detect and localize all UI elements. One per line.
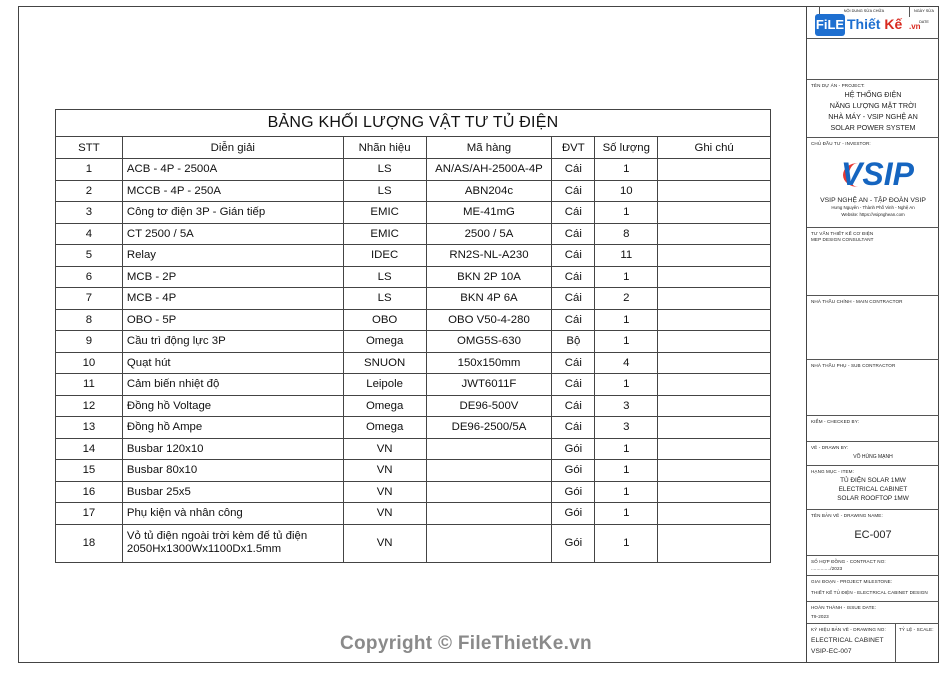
cell-note [658,395,771,417]
cell-unit: Cái [552,374,595,396]
logo-area [807,38,939,80]
cell-note [658,223,771,245]
cell-description: MCB - 2P [122,266,343,288]
cell-description: Busbar 25x5 [122,481,343,503]
filethietke-logo [815,14,933,38]
cell-note [658,288,771,310]
investor-label: CHỦ ĐẦU TƯ - INVESTOR: [811,141,871,146]
cell-description: OBO - 5P [122,309,343,331]
header-description: Diễn giải [122,137,343,159]
cell-note [658,245,771,267]
cell-brand: LS [343,159,426,181]
cell-code: ME-41mG [426,202,552,224]
cell-note [658,460,771,482]
milestone-label: GIAI ĐOẠN - PROJECT MILESTONE: [811,579,893,584]
cell-description: Busbar 80x10 [122,460,343,482]
table-row [56,180,771,202]
cell-note [658,180,771,202]
revision-content-header: NỘI DUNG SỬA CHỮA [819,6,910,17]
cell-code: BKN 2P 10A [426,266,552,288]
main-contractor-label: NHÀ THẦU CHÍNH - MAIN CONTRACTOR [811,299,903,304]
cell-quantity: 1 [595,331,658,353]
cell-note [658,374,771,396]
cell-brand: LS [343,180,426,202]
cell-brand: OBO [343,309,426,331]
table-row [56,266,771,288]
file-logo-text: Thiết Kế [847,16,903,32]
cell-description: Cảm biến nhiệt độ [122,374,343,396]
issue-date-label: HOÀN THÀNH - ISSUE DATE: [811,605,877,610]
issue-date-box [807,602,939,624]
table-row [56,417,771,439]
table-row [56,481,771,503]
item-line-1: TỦ ĐIỆN SOLAR 1MW [840,477,906,484]
cell-stt: 8 [56,309,123,331]
header-code: Mã hàng [426,137,552,159]
investor-website: Website: https://vsipnghean.com [841,212,905,217]
vsip-logo [841,157,917,191]
cell-unit: Gói [552,481,595,503]
cell-stt: 9 [56,331,123,353]
table-row [56,245,771,267]
cell-stt: 16 [56,481,123,503]
cell-unit: Cái [552,266,595,288]
cell-description: MCB - 4P [122,288,343,310]
cell-code: AN/AS/AH-2500A-4P [426,159,552,181]
cell-quantity: 1 [595,503,658,525]
cell-description: Đồng hồ Voltage [122,395,343,417]
cell-stt: 18 [56,524,123,562]
material-table [55,109,771,563]
cell-note [658,309,771,331]
drawn-label: VẼ - DRAWN BY: [811,445,849,450]
revision-date-header: NGÀY SỬA DATE [913,9,935,24]
cell-stt: 15 [56,460,123,482]
issue-date-value: T9-2023 [811,614,829,619]
drawing-no-line-2: VSIP-EC-007 [811,648,852,655]
contract-label: SỐ HỢP ĐỒNG - CONTRACT NO: [811,559,886,564]
cell-brand: VN [343,503,426,525]
item-line-2: ELECTRICAL CABINET [838,486,908,493]
cell-stt: 7 [56,288,123,310]
header-note: Ghi chú [658,137,771,159]
cell-note [658,159,771,181]
cell-quantity: 1 [595,481,658,503]
drawing-no-line-1: ELECTRICAL CABINET [811,637,884,644]
cell-brand: VN [343,481,426,503]
cell-unit: Cái [552,288,595,310]
cell-note [658,331,771,353]
cell-unit: Gói [552,503,595,525]
cell-quantity: 1 [595,460,658,482]
cell-unit: Gói [552,438,595,460]
investor-name: VSIP NGHỆ AN - TẬP ĐOÀN VSIP [820,197,926,204]
project-line-2: NĂNG LƯỢNG MẶT TRỜI [829,101,917,110]
description-line-1: Vỏ tủ điện ngoài trời kèm đế tủ điện [126,530,308,542]
cell-unit: Cái [552,395,595,417]
cell-quantity: 10 [595,180,658,202]
consultant-sublabel: MEP DESIGN CONSULTANT [811,237,874,242]
scale-label: TỶ LỆ - SCALE: [899,627,934,632]
cell-stt: 11 [56,374,123,396]
cell-code: ABN204c [426,180,552,202]
cell-stt: 2 [56,180,123,202]
cell-quantity: 1 [595,266,658,288]
project-label: TÊN DỰ ÁN - PROJECT: [811,83,865,88]
cell-brand: Omega [343,395,426,417]
table-row [56,352,771,374]
cell-unit: Cái [552,309,595,331]
cell-code [426,481,552,503]
cell-stt: 13 [56,417,123,439]
table-row [56,331,771,353]
cell-quantity: 1 [595,524,658,562]
cell-stt: 6 [56,266,123,288]
cell-description: Công tơ điện 3P - Gián tiếp [122,202,343,224]
cell-code: DE96-2500/5A [426,417,552,439]
checked-box [807,416,939,442]
cell-note [658,524,771,562]
drawing-name-label: TÊN BẢN VẼ - DRAWING NAME: [811,513,883,518]
cell-brand: EMIC [343,223,426,245]
cell-unit: Cái [552,223,595,245]
cell-code: OBO V50-4-280 [426,309,552,331]
cell-note [658,202,771,224]
cell-code [426,503,552,525]
cell-stt: 17 [56,503,123,525]
table-row [56,524,771,562]
cell-description: Relay [122,245,343,267]
cell-code: 150x150mm [426,352,552,374]
table-row [56,159,771,181]
file-logo-mark: FiLE [815,14,845,36]
cell-description: Quạt hút [122,352,343,374]
drawing-name-box [807,510,939,556]
cell-brand: Omega [343,331,426,353]
table-row [56,503,771,525]
copyright-watermark: Copyright © FileThietKe.vn [340,633,592,654]
cell-unit: Cái [552,180,595,202]
description-line-2: 2050Hx1300Wx1100Dx1.5mm [126,543,282,555]
cell-brand: VN [343,438,426,460]
cell-quantity: 1 [595,374,658,396]
cell-note [658,438,771,460]
file-logo-domain: .vn [909,22,921,31]
drawing-no-label: KÝ HIỆU BẢN VẼ - DRAWING NO: [811,627,886,632]
cell-unit: Cái [552,245,595,267]
cell-description: Busbar 120x10 [122,438,343,460]
table-row [56,460,771,482]
cell-note [658,266,771,288]
cell-code: 2500 / 5A [426,223,552,245]
header-quantity: Số lượng [595,137,658,159]
cell-unit: Gói [552,524,595,562]
cell-stt: 12 [56,395,123,417]
table-title: BẢNG KHỐI LƯỢNG VẬT TƯ TỦ ĐIỆN [56,110,771,137]
project-line-4: SOLAR POWER SYSTEM [830,123,916,132]
cell-brand: VN [343,524,426,562]
title-block [806,6,939,663]
cell-stt: 5 [56,245,123,267]
table-row [56,223,771,245]
cell-stt: 3 [56,202,123,224]
main-contractor-box [807,296,939,360]
cell-code: DE96-500V [426,395,552,417]
cell-unit: Bộ [552,331,595,353]
header-brand: Nhãn hiệu [343,137,426,159]
vsip-logo-text: VSIP [841,156,914,192]
table-header-row [56,137,771,159]
drawn-name: VÕ HÙNG MẠNH [853,454,893,460]
drawing-no-divider [895,624,896,663]
sub-contractor-label: NHÀ THẦU PHỤ - SUB CONTRACTOR [811,363,896,368]
cell-description: Đồng hồ Ampe [122,417,343,439]
cell-quantity: 3 [595,395,658,417]
milestone-value: THIẾT KẾ TỦ ĐIỆN - ELECTRICAL CABINET DESIGN [811,590,928,595]
cell-description: MCCB - 4P - 250A [122,180,343,202]
cell-brand: Omega [343,417,426,439]
cell-unit: Gói [552,460,595,482]
cell-description [122,524,343,562]
project-line-3: NHÀ MÁY - VSIP NGHỆ AN [828,112,918,121]
drawing-name-value: EC-007 [854,529,892,541]
cell-brand: LS [343,266,426,288]
cell-quantity: 1 [595,202,658,224]
cell-note [658,417,771,439]
consultant-label: TƯ VẤN THIẾT KẾ CƠ ĐIỆN [811,231,874,236]
investor-address: Hưng Nguyên - Thành Phố Vinh - Nghệ An [831,205,915,210]
drawn-box [807,442,939,466]
investor-box [807,138,939,228]
cell-code: JWT6011F [426,374,552,396]
cell-unit: Cái [552,417,595,439]
cell-quantity: 11 [595,245,658,267]
table-row [56,374,771,396]
cell-quantity: 2 [595,288,658,310]
cell-quantity: 3 [595,417,658,439]
cell-stt: 4 [56,223,123,245]
cell-note [658,481,771,503]
table-row [56,309,771,331]
cell-quantity: 8 [595,223,658,245]
cell-quantity: 4 [595,352,658,374]
cell-stt: 10 [56,352,123,374]
contract-box [807,556,939,576]
item-label: HẠNG MỤC - ITEM: [811,469,854,474]
project-box [807,80,939,138]
consultant-box [807,228,939,296]
cell-brand: IDEC [343,245,426,267]
cell-quantity: 1 [595,438,658,460]
sub-contractor-box [807,360,939,416]
cell-code: RN2S-NL-A230 [426,245,552,267]
table-row [56,202,771,224]
cell-quantity: 1 [595,309,658,331]
cell-unit: Cái [552,159,595,181]
cell-unit: Cái [552,352,595,374]
table-row [56,395,771,417]
cell-code [426,438,552,460]
item-box [807,466,939,510]
cell-description: Phụ kiện và nhân công [122,503,343,525]
milestone-box [807,576,939,602]
cell-note [658,352,771,374]
cell-stt: 1 [56,159,123,181]
header-unit: ĐVT [552,137,595,159]
cell-note [658,503,771,525]
cell-stt: 14 [56,438,123,460]
cell-brand: EMIC [343,202,426,224]
table-row [56,438,771,460]
cell-unit: Cái [552,202,595,224]
cell-brand: SNUON [343,352,426,374]
drawing-no-box [807,624,939,663]
cell-code [426,460,552,482]
cell-code: BKN 4P 6A [426,288,552,310]
cell-code: OMG5S-630 [426,331,552,353]
header-stt: STT [56,137,123,159]
cell-code [426,524,552,562]
cell-quantity: 1 [595,159,658,181]
checked-label: KIỂM - CHECKED BY: [811,419,860,424]
contract-value: ............../2023 [811,566,843,571]
cell-brand: Leipole [343,374,426,396]
cell-description: CT 2500 / 5A [122,223,343,245]
cell-brand: LS [343,288,426,310]
cell-description: ACB - 4P - 2500A [122,159,343,181]
item-line-3: SOLAR ROOFTOP 1MW [837,495,909,502]
table-row [56,288,771,310]
cell-description: Cầu trì động lực 3P [122,331,343,353]
cell-brand: VN [343,460,426,482]
project-line-1: HỆ THỐNG ĐIỆN [844,90,902,99]
